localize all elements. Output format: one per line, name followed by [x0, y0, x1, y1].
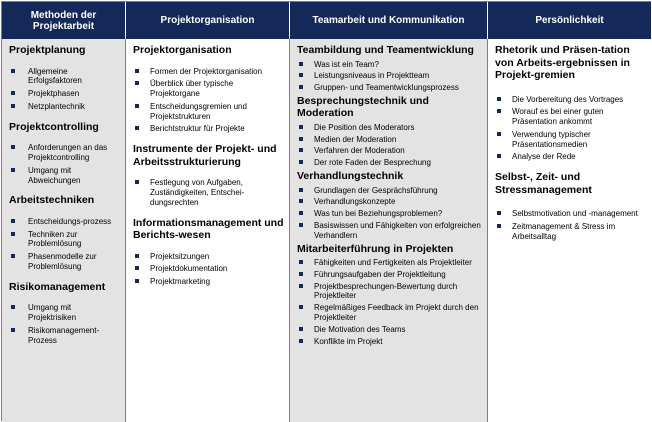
- square-bullet-icon: [299, 199, 303, 203]
- square-bullet-icon: [497, 132, 501, 136]
- list-item: [297, 282, 482, 302]
- list-item: [9, 230, 120, 250]
- list-item-text: Basiswissen und Fähigkeiten von erfolgreichen Verhandlern: [314, 220, 481, 240]
- square-bullet-icon: [135, 180, 139, 184]
- list-item: [133, 124, 284, 134]
- section-title: Projektorganisation: [133, 44, 232, 56]
- list-item-text: Formen der Projektorganisation: [150, 66, 263, 76]
- section-list: [297, 258, 482, 346]
- section-title: Besprechungstechnik und Moderation: [297, 94, 429, 120]
- section-title: Informationsmanagement und Berichts-wesen: [133, 216, 284, 242]
- list-item: [133, 277, 284, 287]
- list-item: [495, 95, 647, 105]
- list-item-text: Verhandlungskonzepte: [314, 197, 396, 207]
- list-item: [495, 222, 647, 242]
- section-list: [297, 123, 482, 168]
- list-item: [297, 186, 482, 196]
- list-item: [297, 270, 482, 280]
- list-item-text: Was ist ein Team?: [314, 59, 379, 69]
- list-item: [9, 217, 120, 227]
- section-list: [9, 67, 120, 112]
- section-list: [9, 217, 120, 272]
- square-bullet-icon: [11, 104, 15, 108]
- square-bullet-icon: [299, 272, 303, 276]
- list-item-text: Grundlagen der Gesprächsführung: [314, 185, 438, 195]
- list-item: [297, 221, 482, 241]
- square-bullet-icon: [497, 211, 501, 215]
- square-bullet-icon: [299, 125, 303, 129]
- section-list: [9, 303, 120, 345]
- list-item-text: Analyse der Rede: [512, 152, 576, 162]
- section-list: [9, 143, 120, 185]
- square-bullet-icon: [299, 73, 303, 77]
- square-bullet-icon: [299, 85, 303, 89]
- list-item-text: Die Vorbereitung des Vortrages: [512, 94, 624, 104]
- list-item: [297, 123, 482, 133]
- column-header: Methoden der Projektarbeit: [2, 2, 126, 39]
- list-item: [9, 166, 120, 186]
- list-item-text: Zeitmanagement & Stress im Arbeitsalltag: [512, 222, 616, 241]
- list-item: [297, 146, 482, 156]
- square-bullet-icon: [135, 81, 139, 85]
- square-bullet-icon: [299, 160, 303, 164]
- square-bullet-icon: [497, 97, 501, 101]
- list-item-text: Regelmäßiges Feedback im Projekt durch den Projektleiter: [314, 303, 479, 323]
- section-list: [297, 186, 482, 241]
- list-item-text: Projektsitzungen: [150, 251, 210, 261]
- list-item: [297, 325, 482, 335]
- list-item-text: Leistungsniveaus in Projektteam: [314, 71, 430, 81]
- list-item-text: Die Position des Moderators: [314, 122, 415, 132]
- square-bullet-icon: [135, 69, 139, 73]
- list-item-text: Projektdokumentation: [150, 264, 228, 274]
- list-item: [297, 337, 482, 347]
- list-item: [9, 143, 120, 163]
- square-bullet-icon: [11, 69, 15, 73]
- section-title: Arbeitstechniken: [9, 194, 95, 207]
- column-header: Teamarbeit und Kommunikation: [290, 2, 488, 39]
- column-header: Projektorganisation: [126, 2, 290, 39]
- list-item: [9, 67, 120, 87]
- list-item: [297, 158, 482, 168]
- square-bullet-icon: [299, 284, 303, 288]
- list-item-text: Was tun bei Beziehungsproblemen?: [314, 209, 443, 219]
- list-item-text: Selbstmotivation und -management: [512, 209, 638, 219]
- list-item: [9, 326, 120, 346]
- list-item: [133, 67, 284, 77]
- list-item-text: Berichtstruktur für Projekte: [150, 124, 245, 134]
- list-item-text: Projektmarketing: [150, 277, 211, 287]
- square-bullet-icon: [11, 145, 15, 149]
- list-item: [495, 130, 647, 150]
- section-title: Teambildung und Teamentwicklung: [297, 44, 474, 56]
- list-item: [495, 152, 647, 162]
- square-bullet-icon: [135, 266, 139, 270]
- square-bullet-icon: [11, 168, 15, 172]
- column-projektorganisation: [126, 39, 290, 422]
- list-item: [297, 197, 482, 207]
- list-item-text: Umgang mit Projektrisiken: [28, 303, 77, 323]
- square-bullet-icon: [497, 224, 501, 228]
- list-item: [133, 102, 284, 122]
- list-item: [297, 71, 482, 81]
- column-teamarbeit: [290, 39, 488, 422]
- list-item: [9, 102, 120, 112]
- list-item-text: Der rote Faden der Besprechung: [314, 158, 431, 168]
- square-bullet-icon: [497, 109, 501, 113]
- column-header: Persönlichkeit: [488, 2, 652, 39]
- list-item: [495, 107, 647, 127]
- list-item: [133, 178, 284, 207]
- square-bullet-icon: [299, 137, 303, 141]
- square-bullet-icon: [299, 305, 303, 309]
- square-bullet-icon: [135, 279, 139, 283]
- square-bullet-icon: [11, 232, 15, 236]
- square-bullet-icon: [497, 154, 501, 158]
- list-item: [9, 303, 120, 323]
- list-item-text: Allgemeine Erfolgsfaktoren: [28, 66, 82, 86]
- section-list: [133, 252, 284, 287]
- list-item: [495, 209, 647, 219]
- column-persoenlichkeit: [488, 39, 652, 422]
- section-title: Selbst-, Zeit- und Stressmanagement: [495, 171, 592, 196]
- list-item: [297, 83, 482, 93]
- column-methoden: [2, 39, 126, 422]
- list-item: [133, 264, 284, 274]
- list-item-text: Die Motivation des Teams: [314, 324, 406, 334]
- list-item-text: Verfahren der Moderation: [314, 146, 405, 156]
- list-item-text: Konflikte im Projekt: [314, 336, 383, 346]
- square-bullet-icon: [299, 327, 303, 331]
- square-bullet-icon: [299, 211, 303, 215]
- square-bullet-icon: [11, 305, 15, 309]
- section-title: Projektplanung: [9, 44, 86, 56]
- square-bullet-icon: [299, 62, 303, 66]
- list-item-text: Entscheidungs-prozess: [28, 216, 112, 226]
- section-title: Risikomanagement: [9, 280, 106, 293]
- section-title: Verhandlungstechnik: [297, 170, 404, 183]
- square-bullet-icon: [299, 260, 303, 264]
- section-title: Instrumente der Projekt- und Arbeitsstrukturierung: [133, 143, 277, 168]
- list-item-text: Projektphasen: [28, 89, 80, 99]
- list-item-text: Medien der Moderation: [314, 134, 397, 144]
- list-item-text: Projektbesprechungen-Bewertung durch Projektleiter: [314, 281, 458, 301]
- list-item-text: Fähigkeiten und Fertigkeiten als Projektleiter: [314, 258, 472, 268]
- list-item: [297, 60, 482, 70]
- list-item-text: Festlegung von Aufgaben, Zuständigkeiten, Entschei-dungsrechten: [150, 178, 245, 207]
- list-item-text: Umgang mit Abweichungen: [28, 165, 81, 185]
- section-list: [495, 209, 647, 241]
- section-list: [297, 60, 482, 93]
- square-bullet-icon: [11, 254, 15, 258]
- square-bullet-icon: [11, 91, 15, 95]
- square-bullet-icon: [299, 188, 303, 192]
- list-item-text: Verwendung typischer Präsentationsmedien: [512, 129, 591, 149]
- square-bullet-icon: [135, 254, 139, 258]
- list-item: [9, 89, 120, 99]
- list-item-text: Führungsaufgaben der Projektleitung: [314, 269, 446, 279]
- list-item-text: Anforderungen an das Projektcontrolling: [28, 143, 108, 162]
- list-item-text: Risikomanagement-Prozess: [28, 325, 100, 345]
- section-title: Rhetorik und Präsen-tation von Arbeits-ergebnissen in Projekt-gremien: [495, 44, 630, 81]
- square-bullet-icon: [11, 328, 15, 332]
- section-list: [495, 95, 647, 163]
- section-title: Projektcontrolling: [9, 120, 99, 133]
- list-item: [297, 303, 482, 323]
- square-bullet-icon: [135, 126, 139, 130]
- list-item-text: Phasenmodelle zur Problemlösung: [28, 252, 97, 272]
- square-bullet-icon: [299, 339, 303, 343]
- curriculum-table: [1, 1, 651, 421]
- list-item: [133, 79, 284, 99]
- square-bullet-icon: [135, 104, 139, 108]
- list-item: [133, 252, 284, 262]
- list-item: [9, 252, 120, 272]
- list-item-text: Netzplantechnik: [28, 101, 85, 111]
- list-item: [297, 135, 482, 145]
- section-list: [133, 67, 284, 135]
- square-bullet-icon: [11, 219, 15, 223]
- section-list: [133, 178, 284, 207]
- list-item-text: Gruppen- und Teamentwicklungsprozess: [314, 83, 459, 93]
- list-item-text: Worauf es bei einer guten Präsentation ankommt: [512, 107, 604, 127]
- list-item: [297, 209, 482, 219]
- list-item-text: Techniken zur Problemlösung: [28, 229, 82, 249]
- section-title: Mitarbeiterführung in Projekten: [297, 242, 454, 255]
- list-item-text: Entscheidungsgremien und Projektstrukturen: [150, 101, 247, 121]
- square-bullet-icon: [299, 148, 303, 152]
- square-bullet-icon: [299, 223, 303, 227]
- list-item: [297, 258, 482, 268]
- list-item-text: Überblick über typische Projektorgane: [150, 79, 234, 99]
